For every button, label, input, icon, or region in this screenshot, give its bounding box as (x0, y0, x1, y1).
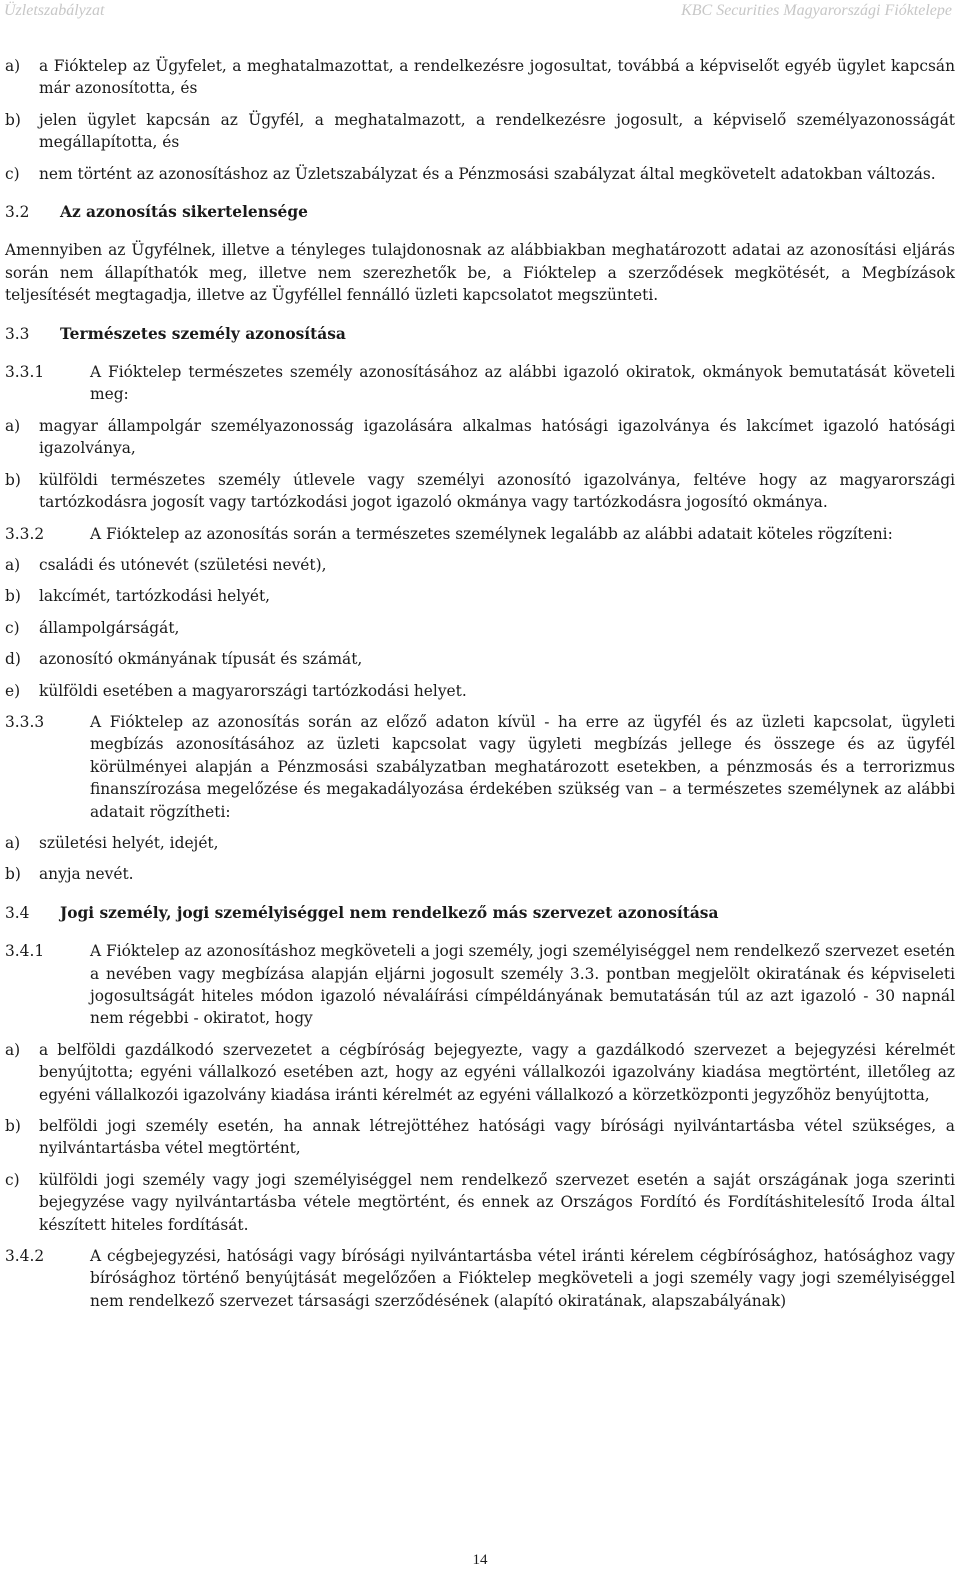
list-text: családi és utónevét (születési nevét), (39, 555, 327, 574)
section-heading (5, 201, 955, 223)
subsection-number: 3.3.2 (5, 524, 45, 543)
list-text: külföldi jogi személy vagy jogi személyiséggel nem rendelkező szervezet esetén a saját országának joga szerinti bejegyzése vagy nyilvántartásba vétele megtörtént, és ennek az Országos Fordító és Fordításhitelesítő Iroda által készített hiteles fordítását. (39, 1170, 955, 1234)
list-text: születési helyét, idejét, (39, 833, 219, 852)
list-label: c) (5, 1170, 20, 1189)
list-label: d) (5, 650, 21, 669)
list-item (5, 1115, 955, 1160)
list-label: b) (5, 1117, 21, 1136)
subsection-number: 3.4.2 (5, 1247, 45, 1266)
list-label: a) (5, 416, 21, 435)
section-heading (5, 902, 955, 924)
list-text: állampolgárságát, (39, 618, 180, 637)
list-item (5, 863, 955, 885)
list-label: c) (5, 618, 20, 637)
list-label: b) (5, 587, 21, 606)
document-body (5, 55, 955, 1312)
paragraph: Amennyiben az Ügyfélnek, illetve a tényleges tulajdonosnak az alábbiakban meghatározott adatai az azonosítási eljárás során nem állapíthatók meg, illetve nem szerezhetők be, a Fióktelep a szerződések megkötését, a Megbízások teljesítését megtagadja, illetve az Ügyféllel fennálló üzleti kapcsolatot megszünteti. (5, 241, 955, 305)
list-item (5, 415, 955, 460)
list-item (5, 648, 955, 670)
list-item (5, 585, 955, 607)
list-label: c) (5, 164, 20, 183)
subsection-text: A Fióktelep az azonosítás során az előző adaton kívül - ha erre az ügyfél és az üzleti kapcsolat, ügyleti megbízás azonosításához az üzleti kapcsolat vagy ügyleti megbízás jellege és összege és az ügyfél körülményei alapján a Pénzmosási szabályzatban meghatározott esetekben, a pénzmosás és a terrorizmus finanszírozása megelőzése és megakadályozása érdekében szükség van – a természetes személynek az alábbi adatait rögzítheti: (90, 712, 955, 821)
section-title: Természetes személy azonosítása (60, 324, 346, 343)
subsection-text: A Fióktelep természetes személy azonosításához az alábbi igazoló okiratok, okmányok bemutatását követeli meg: (90, 363, 955, 404)
list-text: belföldi jogi személy esetén, ha annak létrejöttéhez hatósági vagy bírósági nyilvántartásba vétel szükséges, a nyilvántartásba vétel megtörtént, (39, 1117, 955, 1158)
page-header (0, 0, 960, 30)
list-text: magyar állampolgár személyazonosság igazolására alkalmas hatósági igazolványa és lakcímet igazoló hatósági igazolványa, (39, 416, 955, 458)
list-label: b) (5, 470, 21, 489)
list-text: nem történt az azonosításhoz az Üzletszabályzat és a Pénzmosási szabályzat által megkövetelt adatokban változás. (39, 164, 936, 183)
list-text: a Fióktelep az Ügyfelet, a meghatalmazottat, a rendelkezésre jogosultat, továbbá a képviselőt egyéb ügylet kapcsán már azonosította, és (39, 57, 955, 98)
subsection (5, 361, 955, 406)
list-item (5, 55, 955, 100)
section-number: 3.4 (5, 903, 30, 922)
subsection (5, 523, 955, 545)
header-title-left: Üzletszabályzat (4, 2, 105, 19)
subsection-number: 3.3.3 (5, 712, 45, 731)
page-number: 14 (472, 1552, 488, 1568)
list-item (5, 1039, 955, 1106)
list-item (5, 680, 955, 702)
list-label: b) (5, 110, 21, 129)
list-item (5, 109, 955, 154)
header-title-right: KBC Securities Magyarországi Fióktelepe (681, 2, 952, 19)
list-text: a belföldi gazdálkodó szervezetet a cégbíróság bejegyezte, vagy a gazdálkodó szervezet a bejegyzési kérelmét benyújtotta; egyéni vállalkozó esetében azt, hogy az egyéni vállalkozói igazolvány kiadása megtörtént, illetőleg az egyéni vállalkozói igazolvány kiadása iránti kérelmét az egyéni vállalkozó a körzetközponti jegyzőhöz benyújtotta, (39, 1040, 955, 1104)
list-text: lakcímét, tartózkodási helyét, (39, 587, 271, 606)
list-item (5, 469, 955, 514)
subsection (5, 1245, 955, 1312)
list-text: külföldi természetes személy útlevele vagy személyi azonosító igazolványa, feltéve hogy az magyarországi tartózkodásra jogosít vagy tartózkodási jogot igazoló okmánya vagy tartózkodásra jogosító okmánya. (39, 470, 955, 512)
list-item (5, 1169, 955, 1236)
list-item (5, 617, 955, 639)
subsection-text: A Fióktelep az azonosításhoz megköveteli a jogi személy, jogi személyiséggel nem rendelkező szervezet esetén a nevében vagy megbízása alapján eljárni jogosult személy 3.3. pontban megjelölt okiratának és képviseleti jogosultságát hiteles módon igazoló névaláírási címpéldányának bemutatásán túl az azt igazoló - 30 napnál nem régebbi - okiratot, hogy (90, 942, 955, 1028)
section-number: 3.3 (5, 324, 30, 343)
subsection-text: A cégbejegyzési, hatósági vagy bírósági nyilvántartásba vétel iránti kérelem cégbírósághoz, hatósághoz vagy bírósághoz történő benyújtását megelőzően a Fióktelep megköveteli a jogi személy vagy jogi személyiséggel nem rendelkező szervezet társasági szerződésének (alapító okiratának, alapszabályának) (90, 1247, 955, 1310)
list-label: a) (5, 57, 21, 75)
list-text: azonosító okmányának típusát és számát, (39, 650, 363, 669)
list-label: a) (5, 1040, 21, 1059)
list-label: e) (5, 681, 21, 700)
list-item (5, 832, 955, 854)
list-item (5, 163, 955, 185)
section-heading (5, 323, 955, 345)
subsection-number: 3.4.1 (5, 942, 45, 961)
subsection-text: A Fióktelep az azonosítás során a természetes személynek legalább az alábbi adatait köteles rögzíteni: (90, 524, 893, 543)
list-label: b) (5, 865, 21, 884)
list-text: jelen ügylet kapcsán az Ügyfél, a meghatalmazott, a rendelkezésre jogosult, a képviselő személyazonosságát megállapította, és (39, 110, 955, 152)
list-text: külföldi esetében a magyarországi tartózkodási helyet. (39, 681, 467, 700)
list-text: anyja nevét. (39, 865, 134, 884)
list-label: a) (5, 833, 21, 852)
subsection (5, 711, 955, 823)
list-label: a) (5, 555, 21, 574)
section-title: Jogi személy, jogi személyiséggel nem rendelkező más szervezet azonosítása (60, 903, 719, 922)
subsection (5, 940, 955, 1030)
subsection-number: 3.3.1 (5, 363, 45, 382)
section-number: 3.2 (5, 203, 30, 222)
section-title: Az azonosítás sikertelensége (60, 203, 308, 222)
list-item (5, 554, 955, 576)
